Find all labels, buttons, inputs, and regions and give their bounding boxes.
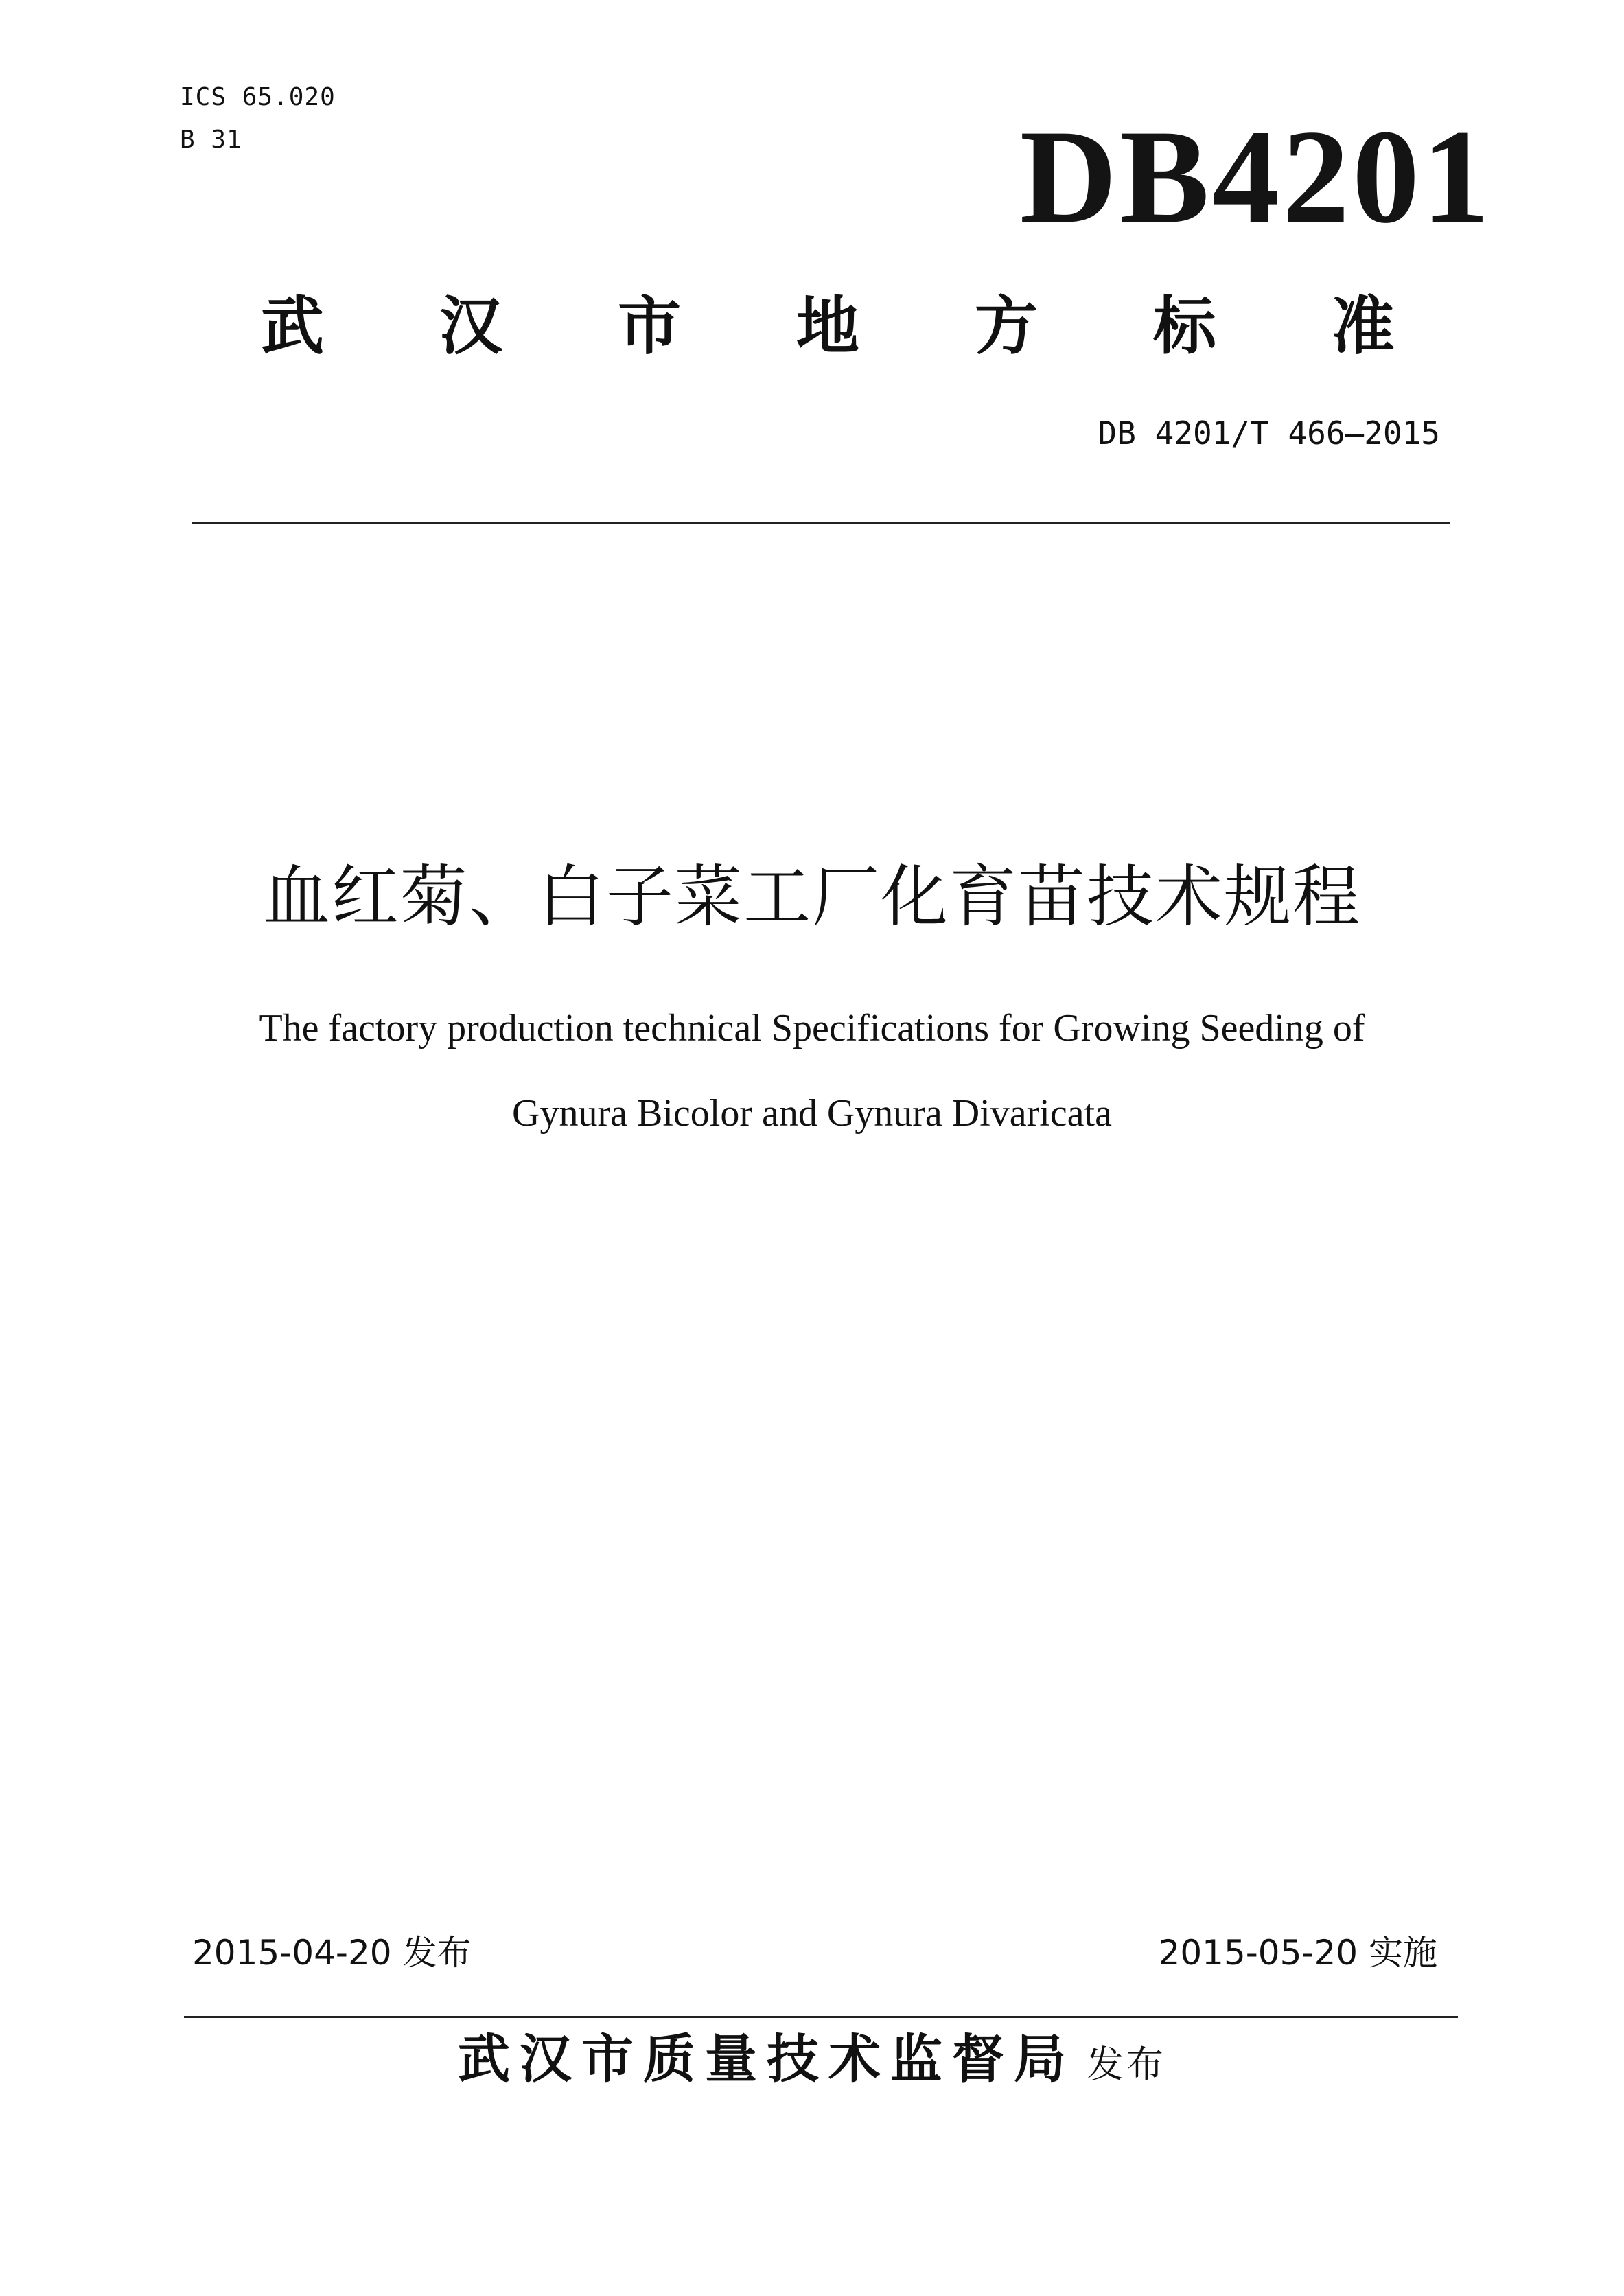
document-title-chinese: 血红菊、白子菜工厂化育苗技术规程: [262, 858, 1361, 936]
standard-type-char: 标: [1152, 290, 1216, 363]
standard-type-heading: [261, 290, 1395, 363]
standard-type-char: 汉: [439, 290, 502, 363]
standard-number: DB 4201/T 466—2015: [1098, 415, 1440, 452]
ics-code: ICS 65.020: [180, 83, 336, 111]
standard-type-char: 方: [974, 290, 1038, 363]
issuer-line: [0, 2028, 1624, 2089]
top-divider: [192, 522, 1450, 524]
document-title-english-line1: The factory production technical Specifications for Growing Seeding of: [259, 1007, 1365, 1050]
issuer-suffix: 发布: [1087, 2043, 1166, 2086]
implementation-date: 2015-05-20 实施: [1158, 1933, 1437, 1973]
standard-type-char: 武: [261, 290, 325, 363]
ccs-code: B 31: [180, 126, 242, 154]
document-title-english-line2: Gynura Bicolor and Gynura Divaricata: [512, 1092, 1112, 1135]
standard-code-heading: DB4201: [1019, 102, 1492, 251]
issuer-name: 武汉市质量技术监督局: [458, 2028, 1076, 2089]
standard-type-char: 市: [617, 290, 681, 363]
standard-type-char: 地: [796, 290, 859, 363]
issue-date: 2015-04-20 发布: [192, 1933, 472, 1973]
standard-type-char: 准: [1331, 290, 1395, 363]
bottom-divider: [184, 2016, 1458, 2018]
